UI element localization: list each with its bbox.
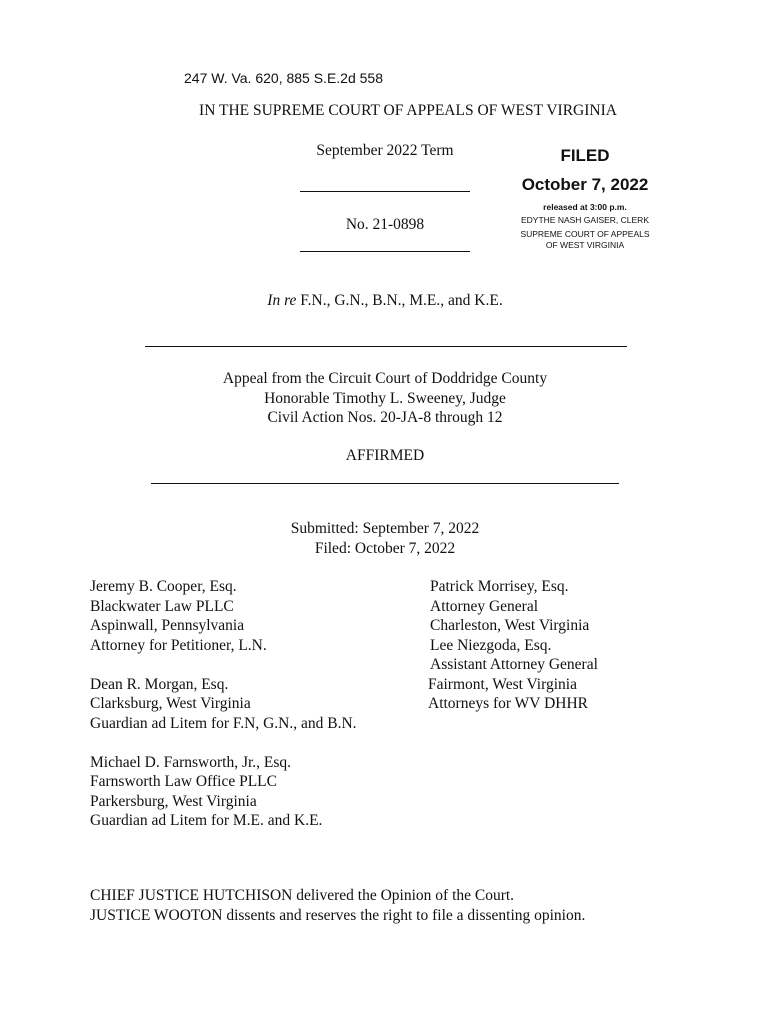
counsel-line: Attorney for Petitioner, L.N. <box>90 636 267 654</box>
counsel-line: Attorney General <box>430 597 539 615</box>
counsel-line: Attorneys for WV DHHR <box>428 695 589 712</box>
caption-rule <box>145 346 627 347</box>
appeal-line-2: Honorable Timothy L. Sweeney, Judge <box>264 389 506 407</box>
counsel-right <box>430 577 598 714</box>
counsel-line: Patrick Morrisey, Esq. <box>430 578 569 595</box>
case-prefix: In re <box>267 292 297 309</box>
opinion-delivered: CHIEF JUSTICE HUTCHISON delivered the Opinion of the Court. <box>90 887 515 904</box>
counsel-line: Farnsworth Law Office PLLC <box>90 773 277 790</box>
filed-released: released at 3:00 p.m. <box>543 202 627 212</box>
counsel-line: Assistant Attorney General <box>430 656 598 673</box>
counsel-line: Fairmont, West Virginia <box>428 675 577 693</box>
filed-office-2: OF WEST VIRGINIA <box>545 240 625 250</box>
counsel-line: Parkersburg, West Virginia <box>90 792 257 810</box>
filed-stamp <box>500 146 670 251</box>
case-dates <box>0 519 770 558</box>
counsel-line: Guardian ad Litem for F.N, G.N., and B.N. <box>90 714 357 732</box>
citation: 247 W. Va. 620, 885 S.E.2d 558 <box>184 70 383 86</box>
counsel-line: Aspinwall, Pennsylvania <box>90 617 245 634</box>
opinion-authorship <box>90 886 585 925</box>
disposition: AFFIRMED <box>345 447 425 464</box>
case-parties: F.N., G.N., B.N., M.E., and K.E. <box>296 292 503 309</box>
counsel-line: Guardian ad Litem for M.E. and K.E. <box>90 812 323 829</box>
counsel-line: Lee Niezgoda, Esq. <box>430 636 552 654</box>
docket-rule <box>300 251 470 252</box>
disposition-rule <box>151 483 619 484</box>
docket-number: No. 21-0898 <box>345 216 425 233</box>
filed-clerk: EDYTHE NASH GAISER, CLERK <box>520 215 649 225</box>
counsel-left <box>90 577 357 831</box>
counsel-group <box>90 675 357 734</box>
appeal-line-1: Appeal from the Circuit Court of Doddridge County <box>222 370 548 387</box>
counsel-group <box>90 577 357 655</box>
filed-office-1: SUPREME COURT OF APPEALS <box>520 229 650 239</box>
appeal-info <box>0 369 770 428</box>
filed-status: FILED <box>560 146 610 165</box>
submitted-date: Submitted: September 7, 2022 <box>290 520 480 537</box>
opinion-dissent: JUSTICE WOOTON dissents and reserves the right to file a dissenting opinion. <box>90 906 586 924</box>
counsel-line: Jeremy B. Cooper, Esq. <box>90 578 237 595</box>
counsel-group <box>90 753 357 831</box>
counsel-line: Michael D. Farnsworth, Jr., Esq. <box>90 753 292 771</box>
case-caption <box>0 291 770 311</box>
term: September 2022 Term <box>316 142 454 159</box>
appeal-line-3: Civil Action Nos. 20-JA-8 through 12 <box>267 409 503 426</box>
counsel-line: Clarksburg, West Virginia <box>90 695 251 712</box>
filed-date-line: Filed: October 7, 2022 <box>314 539 456 557</box>
counsel-line: Blackwater Law PLLC <box>90 597 234 615</box>
court-name: IN THE SUPREME COURT OF APPEALS OF WEST VIRGINIA <box>199 102 617 119</box>
filed-date: October 7, 2022 <box>521 175 649 194</box>
counsel-line: Dean R. Morgan, Esq. <box>90 675 229 693</box>
counsel-line: Charleston, West Virginia <box>430 617 590 634</box>
term-rule <box>300 191 470 192</box>
